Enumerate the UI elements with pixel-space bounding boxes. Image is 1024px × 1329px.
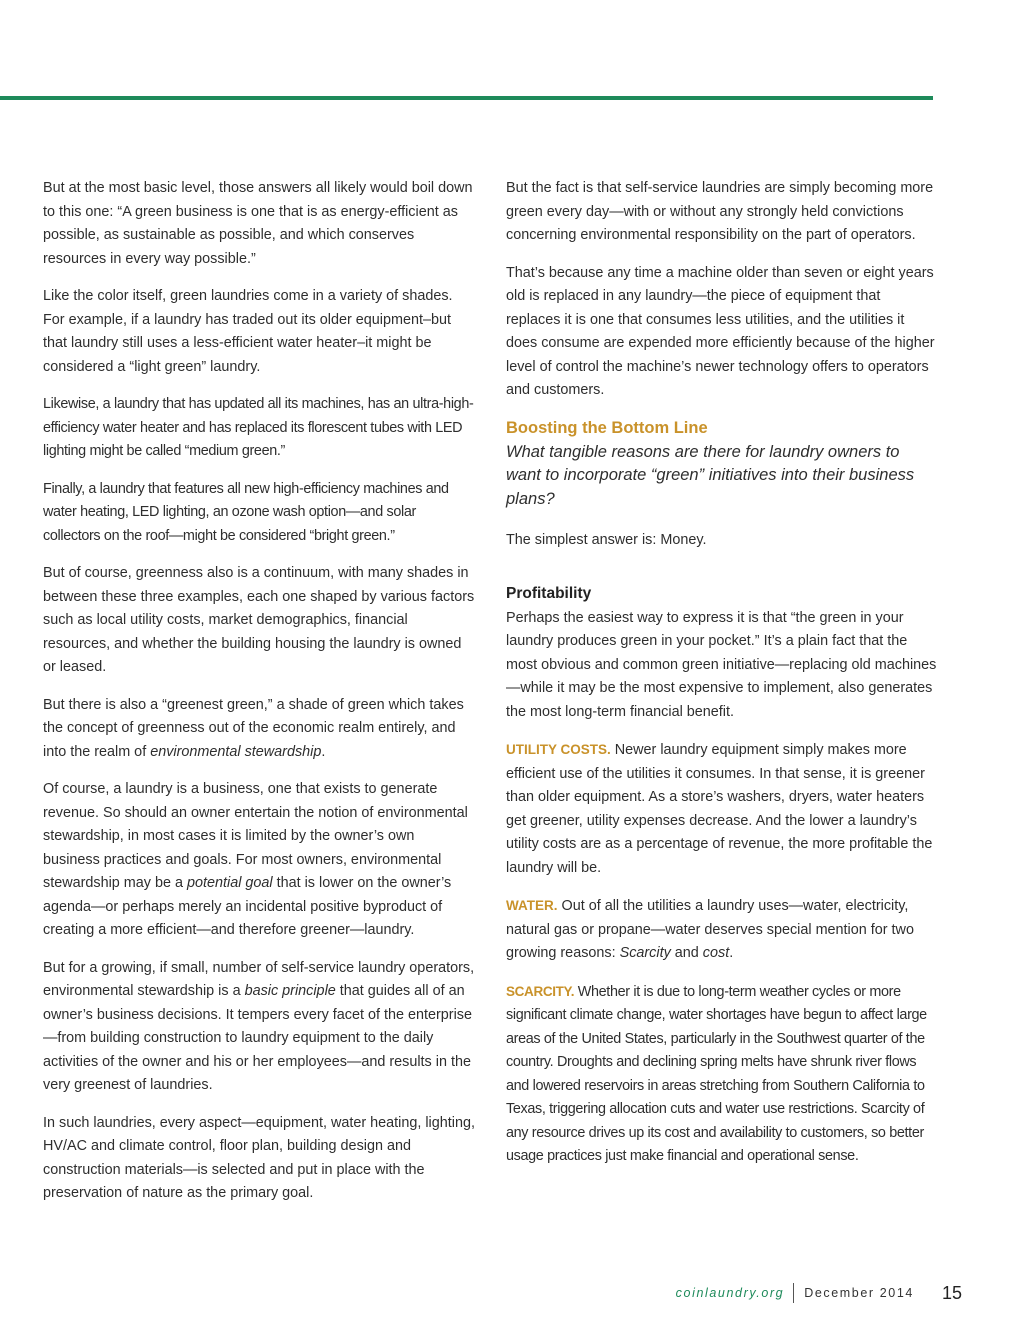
paragraph: [506, 894, 938, 966]
text: and: [670, 945, 703, 961]
header-rule: [0, 96, 933, 100]
text: .: [729, 945, 734, 961]
text: that guides all of an owner’s business decisions. It tempers every facet of the enterprise—from building construction to laundry equipment to the daily activities of the owner and his or her employees—and results in the very greenest of laundries.: [43, 983, 472, 1093]
subheading: Profitability: [506, 584, 592, 602]
emphasis: cost: [702, 945, 730, 961]
page-number: 15: [941, 1282, 962, 1303]
footer-date: December 2014: [804, 1286, 914, 1300]
run-in-label: UTILITY COSTS.: [506, 742, 611, 757]
text: Newer laundry equipment simply makes more efficient use of the utilities it consumes. In that sense, it is greener than older equipment. As a store’s washers, dryers, water heaters get greener, utility expenses decrease. And the lower a laundry’s utility costs are as a percentage of revenue, the more profitable the laundry will be.: [506, 742, 933, 876]
emphasis: potential goal: [186, 875, 273, 891]
text: Out of all the utilities a laundry uses—water, electricity, natural gas or propane—water deserves special mention for two growing reasons:: [506, 898, 914, 961]
paragraph: Likewise, a laundry that has updated all its machines, has an ultra-high-efficiency water heater and has replaced its florescent tubes with LED lighting might be called “medium green.”: [43, 396, 474, 459]
text: Of course, a laundry is a business, one that exists to generate revenue. So should an owner entertain the notion of environmental stewardship, in most cases it is limited by the owner’s own business practices and goals. For most owners, environmental stewardship may be a: [43, 781, 468, 891]
paragraph: But the fact is that self-service laundries are simply becoming more green every day—with or without any strongly held convictions concerning environmental responsibility on the part of operators.: [506, 180, 934, 243]
paragraph: Like the color itself, green laundries come in a variety of shades. For example, if a laundry has traded out its older equipment–but that laundry still uses a less-efficient water heater–it might be considered a “light green” laundry.: [43, 288, 453, 375]
paragraph: In such laundries, every aspect—equipment, water heating, lighting, HV/AC and climate control, floor plan, building design and construction materials—is selected and put in place with the preservation of nature as the primary goal.: [43, 1114, 475, 1201]
footer-divider: [793, 1283, 794, 1303]
text: But there is also a “greenest green,” a shade of green which takes the concept of greenness out of the economic realm entirely, and into the realm of: [43, 696, 464, 760]
run-in-label: SCARCITY.: [506, 983, 575, 999]
paragraph: [506, 738, 938, 880]
run-in-label: WATER.: [506, 898, 558, 913]
text: Whether it is due to long-term weather cycles or more significant climate change, water shortages have begun to affect large areas of the United States, particularly in the Southwest quarter of the country. Droughts and declining spring melts have shrunk river flows and lowered reservoirs in areas stretching from Southern California to Texas, triggering allocation cuts and water use restrictions. Scarcity of any resource drives up its cost and availability to customers, so better usage practices just make financial and operational sense.: [506, 983, 927, 1164]
paragraph: [506, 980, 938, 1169]
text: But for a growing, if small, number of self-service laundry operators, environmental stewardship is a: [43, 959, 475, 999]
section-deck: What tangible reasons are there for laundry owners to want to incorporate “green” initiatives into their business plans?: [506, 442, 915, 508]
page-footer: [676, 1282, 962, 1304]
paragraph: But of course, greenness also is a continuum, with many shades in between these three examples, each one shaped by various factors such as local utility costs, market demographics, financial resources, and whether the building housing the laundry is owned or leased.: [43, 565, 475, 675]
emphasis: environmental stewardship: [150, 743, 322, 760]
footer-site: coinlaundry.org: [675, 1286, 785, 1300]
emphasis: basic principle: [244, 983, 336, 999]
paragraph: But at the most basic level, those answers all likely would boil down to this one: “A green business is one that is as energy-efficient as possible, as sustainable as possible, and which conserves resources in every way possible.”: [43, 180, 473, 267]
text: .: [321, 743, 326, 760]
section-heading: Boosting the Bottom Line: [506, 418, 708, 437]
paragraph: [43, 694, 475, 765]
paragraph: That’s because any time a machine older than seven or eight years old is replaced in any laundry—the piece of equipment that replaces it is one that consumes less utilities, and the utilities it does consume are expended more efficiently because of the higher level of control the machine’s newer technology offers to operators and customers.: [506, 264, 935, 398]
left-column: [43, 177, 475, 1220]
paragraph: Finally, a laundry that features all new high-efficiency machines and water heating, LED lighting, an ozone wash option—and solar collectors on the roof—might be considered “bright green.”: [43, 480, 449, 544]
emphasis: Scarcity: [619, 945, 671, 961]
paragraph: [43, 778, 475, 943]
right-column: [506, 177, 938, 1183]
text: that is lower on the owner’s agenda—or perhaps merely an incidental positive byproduct of creating a more efficient—and therefore greener—laundry.: [43, 875, 452, 938]
paragraph: [43, 957, 475, 1098]
paragraph: Perhaps the easiest way to express it is that “the green in your laundry produces green in your pocket.” It’s a plain fact that the most obvious and common green initiative—replacing old machines—while it may be the most expensive to implement, also generates the most long-term financial benefit.: [506, 609, 937, 720]
paragraph: The simplest answer is: Money.: [506, 532, 707, 548]
